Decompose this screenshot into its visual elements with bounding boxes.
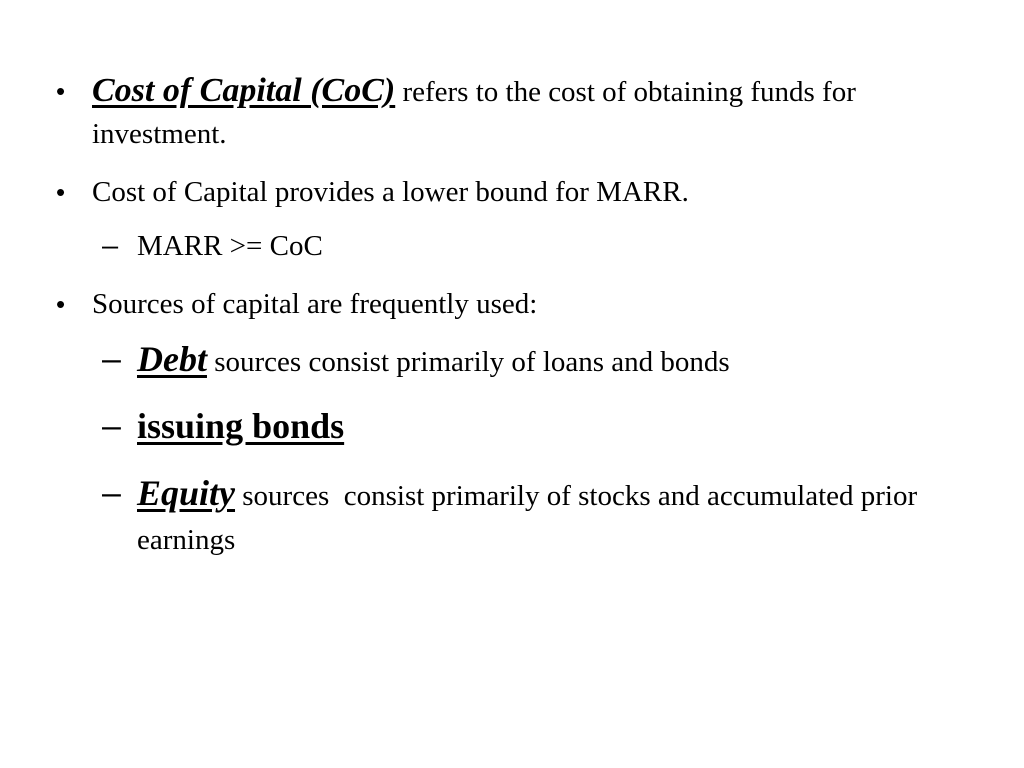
dash-marker: – [102,230,119,262]
sub-item-text: sources consist primarily of loans and bonds [206,346,730,378]
bullet-text: Sources of capital are frequently used: [92,288,538,320]
term-equity: Equity [137,473,236,513]
sub-item-marr [92,225,966,267]
sub-list-sources [92,337,966,562]
bullet-item-cost-of-capital [56,70,966,155]
bullet-marker: • [56,289,66,319]
bullet-text: refers to the cost of obtaining funds for investment. [92,76,856,150]
sub-item-debt [92,337,966,384]
bullet-marker: • [56,177,66,207]
bullet-item-sources [56,283,966,562]
sub-item-text: MARR >= CoC [137,230,323,262]
dash-marker: – [102,407,121,445]
bullet-item-lower-bound [56,171,966,267]
sub-item-issuing-bonds [92,404,966,451]
dash-marker: – [102,474,121,512]
dash-marker: – [102,340,121,378]
bullet-marker: • [56,76,66,106]
bullet-text: Cost of Capital provides a lower bound for MARR. [92,176,689,208]
bullet-list [56,70,966,562]
sub-item-text: sources consist primarily of stocks and accumulated prior earnings [137,480,925,556]
term-issuing-bonds: issuing bonds [137,406,345,446]
term-debt: Debt [137,339,207,379]
sub-item-equity [92,471,966,562]
term-cost-of-capital: Cost of Capital (CoC) [92,72,396,109]
sub-list-marr [92,225,966,267]
